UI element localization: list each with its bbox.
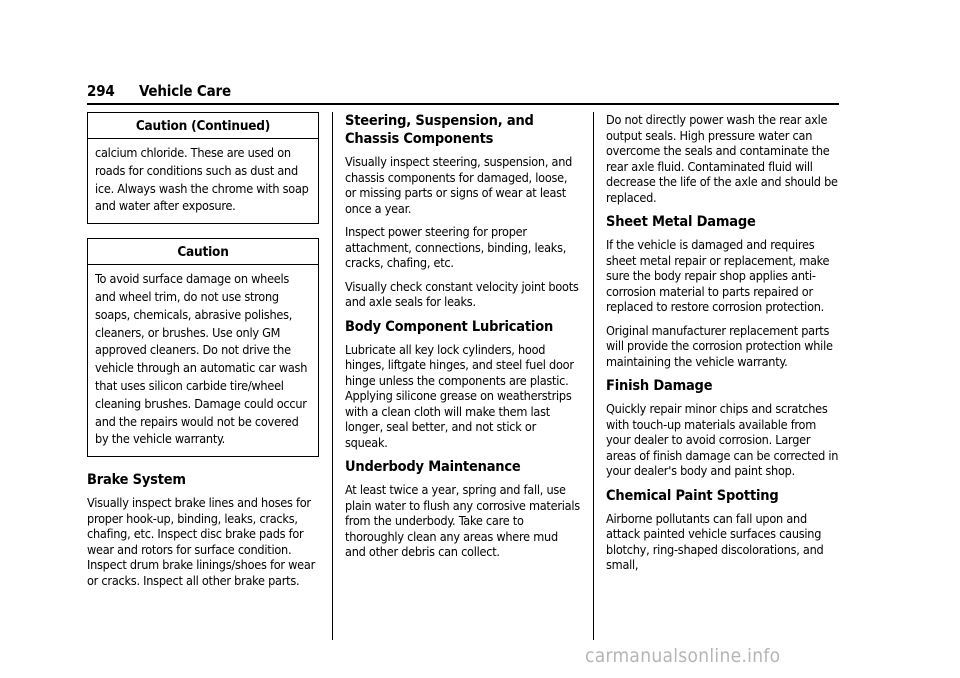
column-left	[87, 112, 319, 596]
page-header	[87, 82, 839, 104]
section-heading-finish-damage: Finish Damage	[606, 378, 713, 394]
caution-title: Caution	[88, 239, 318, 265]
column-divider	[593, 112, 594, 640]
section-heading-chemical-paint: Chemical Paint Spotting	[606, 487, 779, 504]
header-rule	[87, 103, 839, 105]
caution-body: To avoid surface damage on wheels and wheel trim, do not use strong soaps, chemicals, abrasive polishes, cleaners, or brushes. Use only GM approved cleaners. Do not drive the vehicle through an automatic car wash that uses silicon carbide tire/wheel cleaning brushes. Damage could occur and the repairs would not be covered by the vehicle warranty.	[95, 271, 308, 447]
paragraph: Lubricate all key lock cylinders, hood hinges, liftgate hinges, and steel fuel door hinge unless the components are plastic. Applying silicone grease on weatherstrips with a clean cloth will make them last longer, seal better, and not stick or squeak.	[345, 341, 574, 450]
caution-body: calcium chloride. These are used on roads for conditions such as dust and ice. Always wash the chrome with soap and water after exposure.	[95, 145, 309, 214]
paragraph: Visually inspect steering, suspension, and chassis components for damaged, loose, or missing parts or signs of wear at least once a year.	[345, 154, 573, 216]
paragraph: Quickly repair minor chips and scratches with touch-up materials available from your dealer to avoid corrosion. Larger areas of finish damage can be corrected in your dealer's body and paint shop.	[606, 401, 839, 478]
column-divider	[332, 112, 333, 640]
caution-box	[87, 238, 319, 457]
section-heading-brake-system: Brake System	[87, 472, 186, 489]
paragraph: If the vehicle is damaged and requires sheet metal repair or replacement, make sure the body repair shop applies anti-corrosion material to parts repaired or replaced to restore corrosion protection.	[606, 237, 830, 314]
paragraph: Visually check constant velocity joint boots and axle seals for leaks.	[345, 278, 579, 309]
paragraph: Original manufacturer replacement parts will provide the corrosion protection while maintaining the vehicle warranty.	[606, 322, 833, 369]
section-heading-underbody: Underbody Maintenance	[345, 459, 521, 475]
watermark: carmanualsonline.info	[585, 645, 781, 667]
section-heading-steering: Steering, Suspension, and Chassis Components	[345, 113, 534, 147]
column-right	[606, 112, 840, 581]
column-middle	[345, 112, 580, 568]
page-number: 294	[87, 82, 115, 100]
section-heading-lubrication: Body Component Lubrication	[345, 318, 554, 335]
paragraph: Do not directly power wash the rear axle output seals. High pressure water can overcome the seals and contaminate the rear axle fluid. Contaminated fluid will decrease the life of the axle and should be replaced.	[606, 112, 838, 205]
caution-box-continued	[87, 112, 319, 224]
paragraph: Visually inspect brake lines and hoses for proper hook-up, binding, leaks, cracks, chafing, etc. Inspect disc brake pads for wear and rotors for surface condition. Inspect drum brake linings/shoes for wear or cracks. Inspect all other brake parts.	[87, 495, 315, 588]
paragraph: Airborne pollutants can fall upon and attack painted vehicle surfaces causing blotchy, ring-shaped discolorations, and small,	[606, 510, 824, 572]
paragraph: Inspect power steering for proper attachment, connections, binding, leaks, cracks, chafing, etc.	[345, 224, 567, 270]
paragraph: At least twice a year, spring and fall, use plain water to flush any corrosive materials from the underbody. Take care to thoroughly clean any areas where mud and other debris can collect.	[345, 482, 580, 559]
caution-title: Caution (Continued)	[88, 113, 318, 139]
section-title: Vehicle Care	[139, 82, 231, 100]
section-heading-sheet-metal: Sheet Metal Damage	[606, 214, 756, 230]
